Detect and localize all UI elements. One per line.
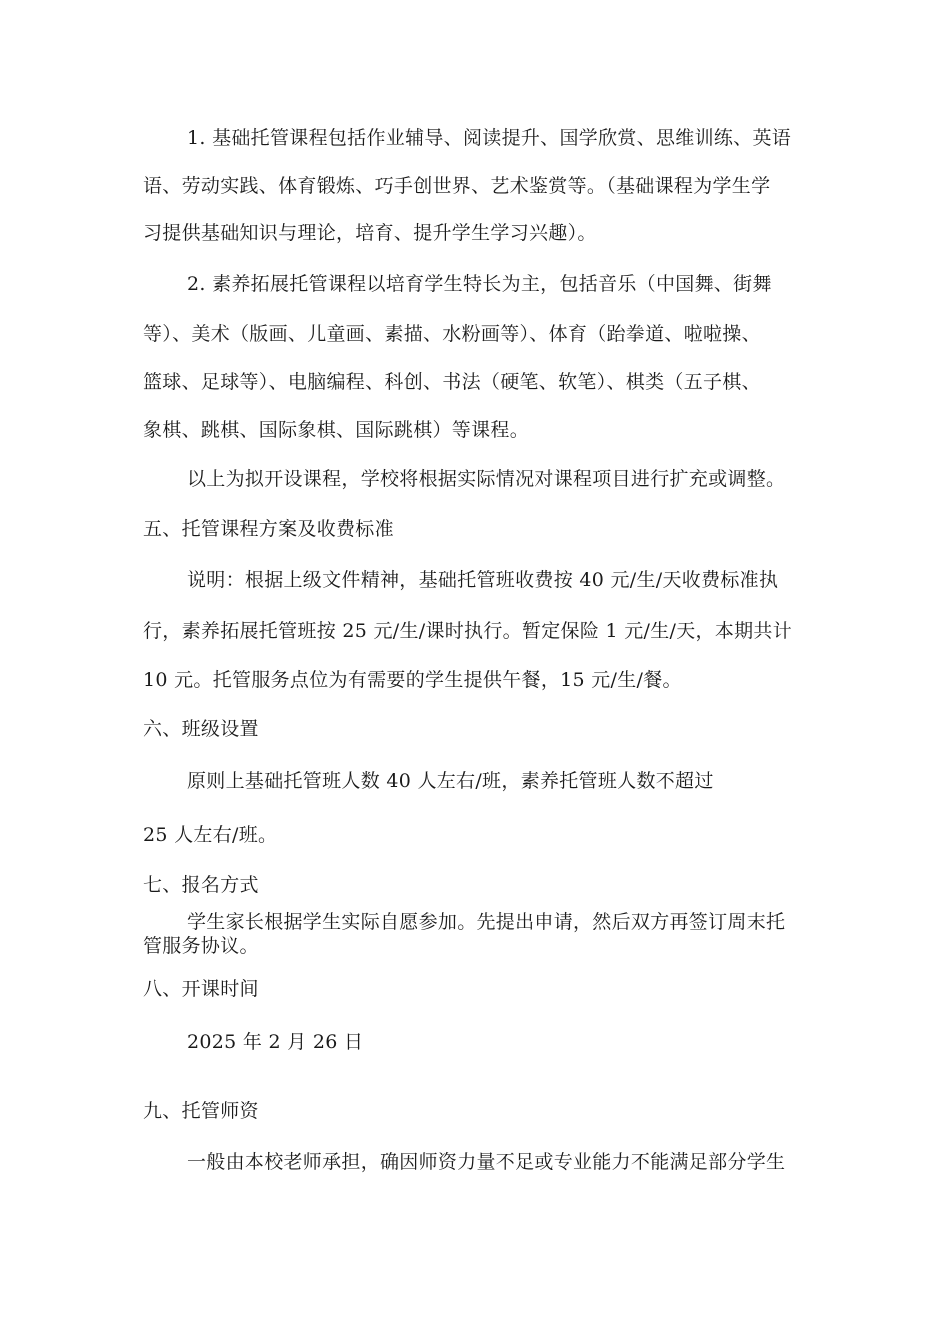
paragraph-line: 学生家长根据学生实际自愿参加。先提出申请，然后双方再签订周末托 — [187, 911, 786, 933]
paragraph-line: 原则上基础托管班人数 40 人左右/班，素养托管班人数不超过 — [187, 770, 714, 792]
paragraph-line: 10 元。托管服务点位为有需要的学生提供午餐，15 元/生/餐。 — [143, 669, 682, 691]
paragraph-line: 等）、美术（版画、儿童画、素描、水粉画等）、体育（跆拳道、啦啦操、 — [143, 323, 761, 345]
section-heading: 五、托管课程方案及收费标准 — [143, 518, 394, 540]
paragraph-line: 行，素养拓展托管班按 25 元/生/课时执行。暂定保险 1 元/生/天，本期共计 — [143, 620, 793, 642]
paragraph-line: 说明：根据上级文件精神，基础托管班收费按 40 元/生/天收费标准执 — [187, 569, 779, 591]
paragraph-line: 1. 基础托管课程包括作业辅导、阅读提升、国学欣赏、思维训练、英语 — [187, 127, 792, 149]
paragraph-line: 以上为拟开设课程，学校将根据实际情况对课程项目进行扩充或调整。 — [187, 468, 786, 490]
paragraph-line: 习提供基础知识与理论，培育、提升学生学习兴趣）。 — [143, 222, 597, 244]
paragraph-line: 管服务协议。 — [143, 935, 259, 957]
date-line: 2025 年 2 月 26 日 — [187, 1031, 364, 1053]
paragraph-line: 篮球、足球等）、电脑编程、科创、书法（硬笔、软笔）、棋类（五子棋、 — [143, 371, 761, 393]
paragraph-line: 2. 素养拓展托管课程以培育学生特长为主，包括音乐（中国舞、街舞 — [187, 273, 772, 295]
paragraph-line: 语、劳动实践、体育锻炼、巧手创世界、艺术鉴赏等。（基础课程为学生学 — [143, 175, 771, 197]
paragraph-line: 一般由本校老师承担，确因师资力量不足或专业能力不能满足部分学生 — [187, 1151, 786, 1173]
section-heading: 七、报名方式 — [143, 874, 259, 896]
paragraph-line: 25 人左右/班。 — [143, 824, 278, 846]
section-heading: 六、班级设置 — [143, 718, 259, 740]
section-heading: 八、开课时间 — [143, 978, 259, 1000]
paragraph-line: 象棋、跳棋、国际象棋、国际跳棋）等课程。 — [143, 419, 530, 441]
section-heading: 九、托管师资 — [143, 1100, 259, 1122]
